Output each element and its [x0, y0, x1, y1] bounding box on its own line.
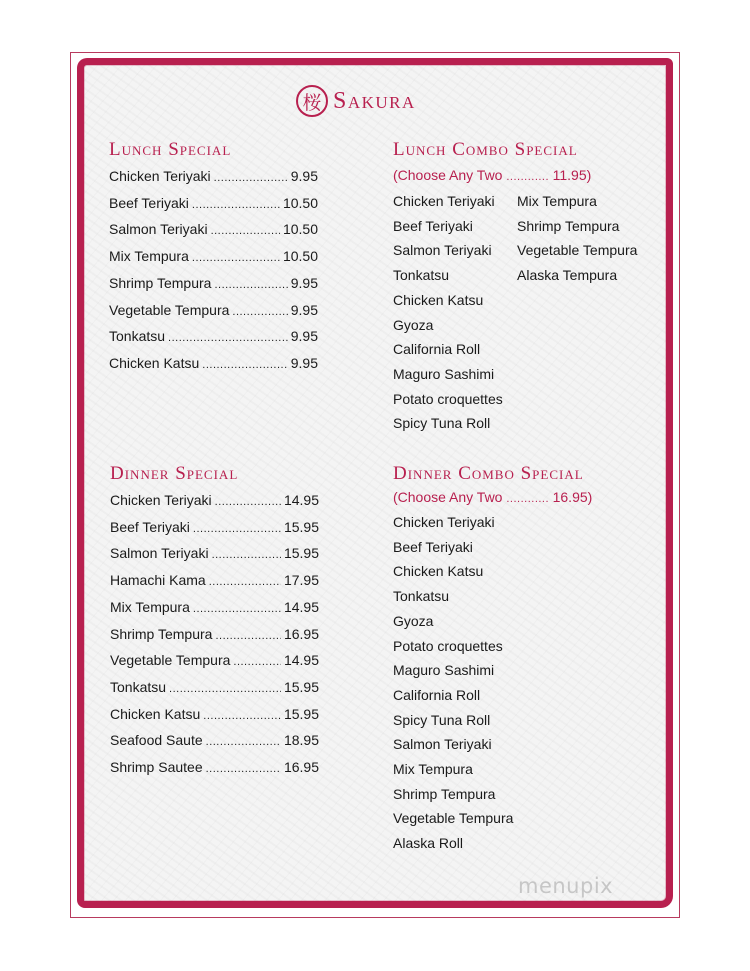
item-price: 9.95	[290, 274, 318, 291]
choose-dots: ............	[506, 493, 553, 505]
logo	[296, 82, 416, 120]
item-name: Mix Tempura	[109, 248, 189, 265]
item-name: Chicken Katsu	[109, 354, 200, 371]
item-name: Hamachi Kama	[110, 572, 206, 589]
choose-text: (Choose Any Two	[393, 167, 503, 183]
menu-item	[109, 217, 318, 244]
leader-dots	[193, 515, 281, 542]
menu-item: Tonkatsu	[393, 588, 450, 605]
choose-price: 11.95)	[552, 167, 592, 183]
item-name: Salmon Teriyaki	[110, 545, 209, 562]
leader-dots	[233, 648, 281, 675]
item-price: 9.95	[290, 328, 318, 345]
item-price: 14.95	[283, 492, 319, 508]
leader-dots	[193, 595, 281, 622]
lunch-combo-title: Lunch Combo Special	[393, 139, 578, 160]
leader-dots	[169, 675, 281, 702]
item-price: 18.95	[283, 732, 319, 749]
item-price: 15.95	[283, 705, 319, 722]
menu-item	[109, 244, 318, 271]
leader-dots	[202, 351, 287, 378]
menu-item	[110, 675, 319, 702]
menu-item: California Roll	[393, 686, 481, 703]
item-name: Mix Tempura	[110, 598, 190, 615]
item-price: 16.95	[283, 759, 319, 776]
item-price: 15.95	[283, 518, 319, 535]
item-price: 15.95	[283, 545, 319, 562]
menu-item: Shrimp Tempura	[517, 217, 620, 234]
menu-item: Vegetable Tempura	[393, 810, 514, 827]
item-name: Tonkatsu	[109, 328, 166, 345]
menu-item: Chicken Katsu	[393, 291, 484, 308]
menu-item: Chicken Teriyaki	[393, 193, 495, 209]
item-price: 10.50	[282, 194, 318, 211]
item-name: Shrimp Tempura	[110, 625, 213, 642]
item-name: Vegetable Tempura	[109, 301, 230, 318]
menu-item	[110, 568, 319, 595]
menu-item	[109, 191, 318, 218]
item-price: 10.50	[282, 221, 318, 238]
item-price: 17.95	[283, 572, 319, 589]
dinner-special-title: Dinner Special	[110, 463, 239, 484]
leader-dots	[212, 541, 281, 568]
sakura-seal-icon: 桜	[296, 85, 328, 117]
item-name: Chicken Teriyaki	[110, 492, 212, 508]
menu-item	[110, 595, 319, 622]
leader-dots	[215, 622, 281, 649]
lunch-combo-right-list	[517, 189, 637, 288]
menu-item: Mix Tempura	[393, 761, 473, 778]
menu-item	[110, 622, 319, 649]
menu-item	[110, 755, 319, 782]
lunch-combo-choose	[393, 167, 591, 183]
menu-item: California Roll	[393, 341, 481, 358]
menu-item: Mix Tempura	[517, 193, 597, 209]
menu-item: Spicy Tuna Roll	[393, 711, 491, 728]
choose-text: (Choose Any Two	[393, 489, 503, 505]
item-name: Beef Teriyaki	[110, 518, 190, 535]
item-name: Beef Teriyaki	[109, 194, 189, 211]
menu-item: Gyoza	[393, 612, 434, 629]
item-price: 14.95	[283, 598, 319, 615]
menu-item: Alaska Roll	[393, 835, 464, 852]
menu-item: Spicy Tuna Roll	[393, 415, 491, 432]
menu-item: Salmon Teriyaki	[393, 242, 492, 259]
leader-dots	[206, 755, 281, 782]
menu-item: Alaska Tempura	[517, 267, 618, 284]
menu-item	[110, 702, 319, 729]
item-name: Chicken Teriyaki	[109, 168, 211, 184]
menu-item: Potato croquettes	[393, 390, 503, 407]
leader-dots	[206, 728, 281, 755]
menu-item: Maguro Sashimi	[393, 662, 495, 679]
leader-dots	[192, 191, 280, 218]
item-price: 14.95	[283, 652, 319, 669]
leader-dots	[168, 324, 288, 351]
leader-dots	[214, 271, 287, 298]
dinner-special-list	[110, 488, 319, 782]
leader-dots	[232, 298, 287, 325]
lunch-special-title: Lunch Special	[109, 139, 232, 160]
menu-item: Tonkatsu	[393, 267, 450, 284]
dinner-combo-list	[393, 510, 513, 856]
menu-item: Chicken Katsu	[393, 563, 484, 580]
item-price: 15.95	[283, 678, 319, 695]
item-price: 10.50	[282, 248, 318, 265]
brand-name: Sakura	[333, 87, 416, 114]
item-name: Seafood Saute	[110, 732, 203, 749]
dinner-combo-choose	[393, 489, 592, 505]
menu-item: Shrimp Tempura	[393, 785, 496, 802]
menu-item	[110, 728, 319, 755]
item-price: 9.95	[290, 168, 318, 184]
menu-item: Chicken Teriyaki	[393, 514, 495, 530]
menu-item: Maguro Sashimi	[393, 365, 495, 382]
menu-item: Vegetable Tempura	[517, 242, 638, 259]
leader-dots	[203, 702, 281, 729]
menu-item	[109, 298, 318, 325]
menu-item: Beef Teriyaki	[393, 538, 473, 555]
leader-dots	[214, 164, 288, 191]
item-name: Vegetable Tempura	[110, 652, 231, 669]
lunch-combo-left-list	[393, 189, 503, 436]
leader-dots	[211, 217, 280, 244]
item-price: 9.95	[290, 301, 318, 318]
item-price: 9.95	[290, 354, 318, 371]
item-price: 16.95	[283, 625, 319, 642]
item-name: Tonkatsu	[110, 678, 167, 695]
lunch-special-list	[109, 164, 318, 378]
choose-price: 16.95)	[552, 489, 593, 505]
watermark: menupix	[518, 874, 614, 898]
menu-item: Potato croquettes	[393, 637, 503, 654]
item-name: Chicken Katsu	[110, 705, 201, 722]
menu-item: Beef Teriyaki	[393, 217, 473, 234]
menu-item	[109, 324, 318, 351]
leader-dots	[209, 568, 281, 595]
menu-item	[109, 164, 318, 191]
menu-item	[109, 351, 318, 378]
menu-item: Salmon Teriyaki	[393, 736, 492, 753]
dinner-combo-title: Dinner Combo Special	[393, 463, 584, 484]
item-name: Shrimp Tempura	[109, 274, 212, 291]
item-name: Shrimp Sautee	[110, 759, 203, 776]
menu-item	[110, 488, 319, 515]
choose-dots: ............	[506, 171, 553, 183]
menu-item	[110, 515, 319, 542]
item-name: Salmon Teriyaki	[109, 221, 208, 238]
menu-item	[110, 648, 319, 675]
menu-item: Gyoza	[393, 316, 434, 333]
leader-dots	[215, 488, 281, 515]
leader-dots	[192, 244, 280, 271]
menu-item	[110, 541, 319, 568]
menu-item	[109, 271, 318, 298]
